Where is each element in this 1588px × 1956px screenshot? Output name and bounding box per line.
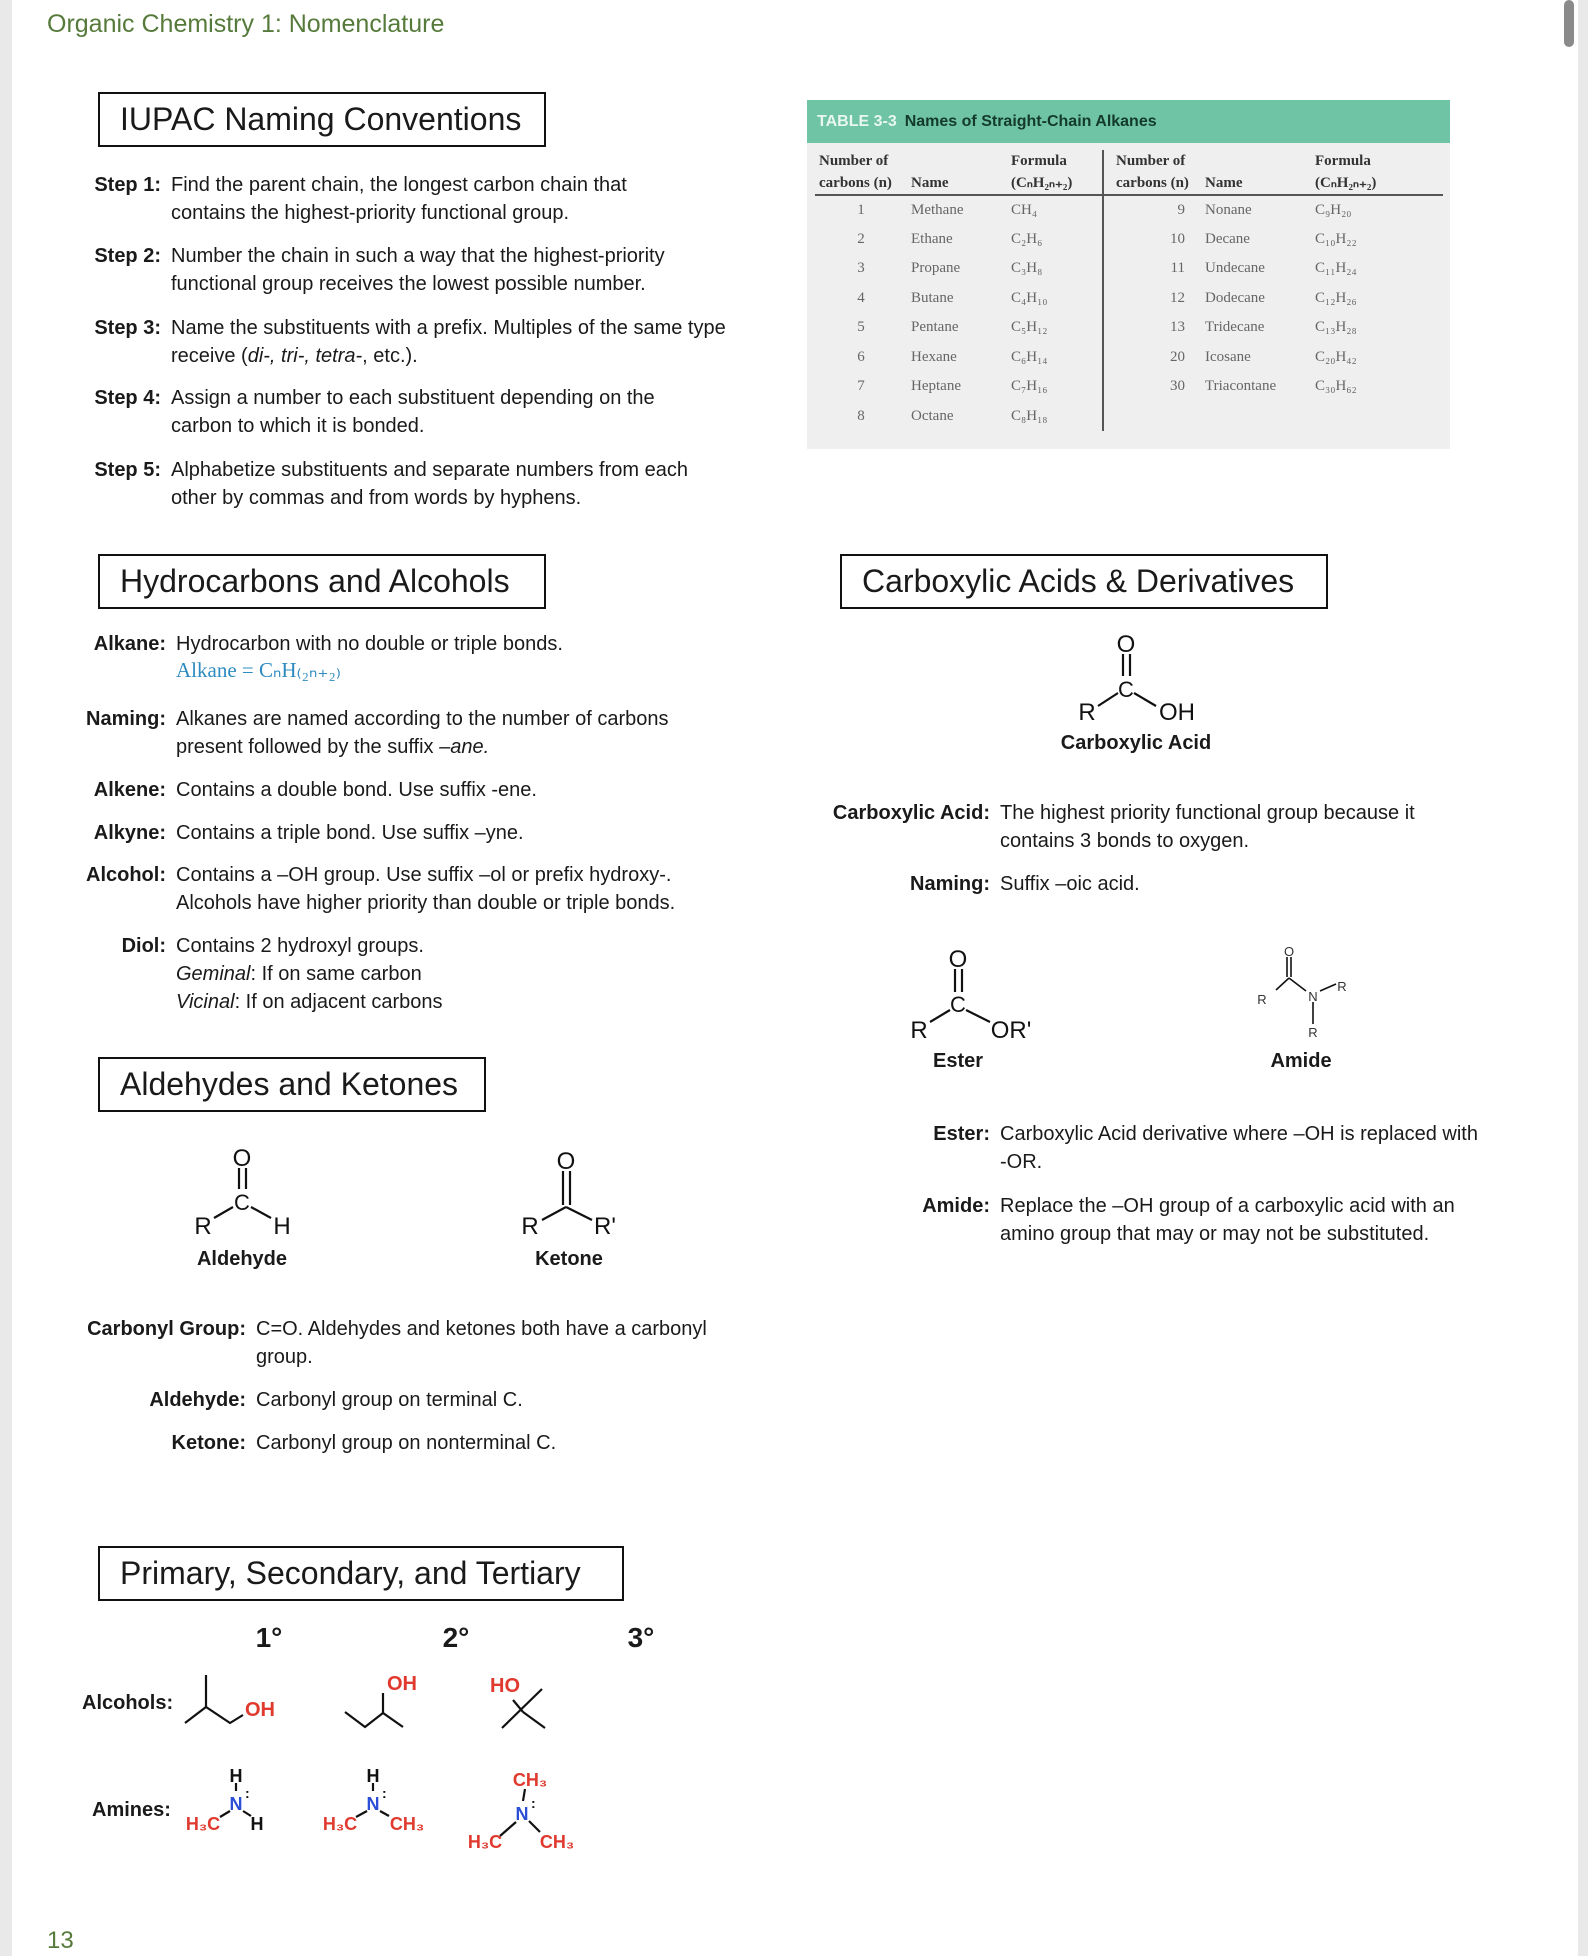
formula-cell: C₃₀H₆₂	[1315, 378, 1357, 395]
secondary-label: 2°	[442, 1622, 470, 1653]
svg-text::: :	[531, 1795, 536, 1811]
alkane-name-cell: Icosane	[1205, 348, 1251, 365]
primary-label: 1°	[255, 1622, 283, 1653]
atom-label: R	[1337, 979, 1347, 994]
term-text: Alkanes are named according to the number of carbons present followed by the suffix	[176, 708, 669, 758]
carbon-count-cell: 20	[1170, 348, 1185, 365]
amines-row-label: Amines:	[92, 1799, 171, 1821]
primary-amine-structure	[186, 1766, 264, 1834]
atom-label: O	[232, 1145, 252, 1172]
atom-label: N	[366, 1794, 380, 1814]
step-text: Number the chain in such a way that the highest-priority functional group receives the lowest possible number.	[171, 245, 665, 295]
carboxylic-acid-caption: Carboxylic Acid	[1060, 732, 1212, 754]
col-header: Name	[907, 150, 1007, 195]
term-text: Hydrocarbon with no double or triple bonds.	[176, 633, 563, 655]
atom-label: R	[521, 1213, 539, 1240]
col-header: carbons (n)	[819, 175, 892, 191]
alkane-formula: Alkane = CₙH₍₂ₙ₊₂₎	[176, 658, 341, 682]
col-header: Number of	[1116, 153, 1186, 169]
carbon-count-cell: 6	[857, 348, 865, 365]
atom-label: H	[250, 1814, 264, 1834]
step-text: Alphabetize substituents and separate numbers from each other by commas and from words by hyphens.	[171, 459, 688, 509]
amide-caption: Amide	[1270, 1050, 1332, 1072]
ketone-caption: Ketone	[535, 1248, 603, 1270]
aldehyde-structure	[194, 1145, 290, 1240]
term-text: Replace the –OH group of a carboxylic acid with an amino group that may or may not be substituted.	[1000, 1195, 1455, 1245]
formula-cell: C₁₂H₂₆	[1315, 289, 1357, 306]
atom-label: H	[229, 1766, 243, 1786]
atom-label: R	[1257, 992, 1267, 1007]
atom-label: CH₃	[389, 1814, 425, 1834]
term-text: The highest priority functional group because it contains 3 bonds to oxygen.	[1000, 802, 1415, 852]
formula-cell: C₅H₁₂	[1007, 313, 1103, 343]
step-text: Find the parent chain, the longest carbon chain that contains the highest-priority functional group.	[171, 174, 627, 224]
atom-label: OR'	[990, 1017, 1032, 1044]
term-label: Naming:	[910, 873, 990, 895]
atom-label: H₃C	[185, 1814, 221, 1834]
carbon-count-cell: 11	[1170, 260, 1185, 277]
secondary-amine-structure	[323, 1766, 424, 1834]
atom-label: HO	[490, 1675, 520, 1697]
atom-label: R'	[594, 1213, 616, 1240]
formula-cell: C₁₀H₂₂	[1315, 230, 1357, 247]
carbon-count-cell: 30	[1170, 378, 1185, 395]
col-header: Formula	[1315, 153, 1371, 169]
step-text-b: , etc.).	[362, 345, 418, 367]
term-label: Diol:	[121, 935, 166, 957]
atom-label: R	[1078, 699, 1096, 726]
carbon-count-cell: 3	[857, 260, 865, 277]
alkane-name-cell: Butane	[911, 289, 954, 306]
atom-label: OH	[1159, 699, 1195, 726]
document-header: Organic Chemistry 1: Nomenclature	[47, 10, 445, 38]
carbon-count-cell: 8	[857, 407, 865, 424]
formula-cell: C₁₁H₂₄	[1315, 260, 1357, 277]
ester-structure	[910, 946, 1031, 1044]
col-header: Formula	[1011, 153, 1067, 169]
formula-cell: C₄H₁₀	[1007, 284, 1103, 314]
atom-label: R	[194, 1213, 212, 1240]
term-label: Ester:	[933, 1123, 990, 1145]
amide-structure	[1257, 944, 1346, 1040]
term-label: Alcohol:	[86, 864, 166, 886]
step-text: Assign a number to each substituent depending on the carbon to which it is bonded.	[171, 387, 655, 437]
alkane-name-cell: Octane	[911, 407, 954, 424]
atom-label: O	[556, 1148, 576, 1175]
atom-label: O	[948, 946, 968, 973]
atom-label: R	[910, 1017, 928, 1044]
atom-label: CH₃	[539, 1832, 575, 1852]
term-label: Naming:	[86, 708, 166, 730]
term-text: Suffix –oic acid.	[1000, 873, 1140, 895]
alkane-name-cell: Propane	[911, 260, 961, 277]
secondary-alcohol-structure	[345, 1673, 417, 1727]
formula-cell: C₉H₂₀	[1315, 201, 1352, 218]
aldehyde-caption: Aldehyde	[196, 1248, 288, 1270]
step-label: Step 1:	[94, 174, 161, 196]
section-title-hydrocarbons: Hydrocarbons and Alcohols	[98, 554, 546, 609]
geminal-label: Geminal	[176, 963, 251, 985]
formula-cell: C₈H₁₈	[1007, 402, 1103, 432]
geminal-text: : If on same carbon	[250, 963, 422, 985]
vicinal-text: : If on adjacent carbons	[234, 991, 443, 1013]
svg-text::: :	[245, 1785, 250, 1801]
carbon-count-cell: 4	[857, 289, 865, 306]
atom-label: C	[234, 1190, 250, 1215]
section-title-degree: Primary, Secondary, and Tertiary	[98, 1546, 624, 1601]
alkane-name-cell: Dodecane	[1205, 289, 1265, 306]
term-label: Carboxylic Acid:	[832, 802, 990, 824]
term-text: Carbonyl group on terminal C.	[256, 1389, 523, 1411]
tertiary-label: 3°	[627, 1622, 655, 1653]
term-text: Contains a –OH group. Use suffix –ol or prefix hydroxy-. Alcohols have higher priority than double or triple bonds.	[176, 864, 676, 914]
atom-label: H	[273, 1213, 291, 1240]
term-label: Alkyne:	[93, 822, 166, 844]
tertiary-amine-structure	[468, 1770, 574, 1852]
term-suffix: –ane.	[439, 736, 490, 758]
term-label: Ketone:	[171, 1432, 246, 1454]
section-title-carboxylic: Carboxylic Acids & Derivatives	[840, 554, 1328, 609]
step-text-a: Name the substituents with a prefix. Multiples of the same type receive (	[171, 317, 726, 367]
carbon-count-cell: 13	[1170, 319, 1185, 336]
col-header: (CₙH₂ₙ₊₂)	[1011, 175, 1073, 191]
alkane-name-cell: Nonane	[1205, 201, 1252, 218]
step-label: Step 3:	[94, 317, 161, 339]
carbon-count-cell: 10	[1170, 230, 1185, 247]
atom-label: N	[515, 1804, 529, 1824]
term-text: Contains a triple bond. Use suffix –yne.	[176, 822, 524, 844]
ester-caption: Ester	[932, 1050, 984, 1072]
term-text: Contains 2 hydroxyl groups.	[176, 935, 424, 957]
alkane-name-cell: Heptane	[911, 378, 961, 395]
term-text: Contains a double bond. Use suffix -ene.	[176, 779, 537, 801]
atom-label: CH₃	[512, 1770, 548, 1790]
col-header: (CₙH₂ₙ₊₂)	[1315, 175, 1377, 191]
atom-label: N	[1308, 989, 1318, 1004]
atom-label: OH	[245, 1699, 275, 1721]
step-text-italic: di-, tri-, tetra-	[247, 345, 363, 367]
term-label: Carbonyl Group:	[87, 1318, 246, 1340]
alkane-name-cell: Methane	[911, 201, 964, 218]
formula-cell: C₂₀H₄₂	[1315, 348, 1357, 365]
section-title-iupac: IUPAC Naming Conventions	[98, 92, 546, 147]
svg-text::: :	[382, 1785, 387, 1801]
tertiary-alcohol-structure	[490, 1675, 545, 1728]
primary-alcohol-structure	[185, 1675, 275, 1723]
atom-label: R	[1308, 1025, 1318, 1040]
formula-cell: C₇H₁₆	[1007, 372, 1103, 402]
term-text: Carboxylic Acid derivative where –OH is replaced with -OR.	[1000, 1123, 1478, 1173]
step-label: Step 2:	[94, 245, 161, 267]
step-label: Step 4:	[94, 387, 161, 409]
carbon-count-cell: 5	[857, 319, 865, 336]
term-label: Aldehyde:	[149, 1389, 246, 1411]
step-label: Step 5:	[94, 459, 161, 481]
section-title-aldehydes: Aldehydes and Ketones	[98, 1057, 486, 1112]
atom-label: H	[366, 1766, 380, 1786]
page-number: 13	[47, 1927, 74, 1954]
alkane-name-cell: Undecane	[1205, 260, 1265, 277]
term-text: Carbonyl group on nonterminal C.	[256, 1432, 557, 1454]
alkane-name-cell: Decane	[1205, 230, 1250, 247]
carbon-count-cell: 9	[1177, 201, 1185, 218]
formula-cell: C₂H₆	[1007, 225, 1103, 255]
term-label: Alkene:	[93, 779, 166, 801]
ketone-structure	[521, 1148, 616, 1240]
term-label: Amide:	[922, 1195, 990, 1217]
formula-cell: C₆H₁₄	[1007, 343, 1103, 373]
term-label: Alkane:	[93, 633, 166, 655]
alkane-name-cell: Tridecane	[1205, 319, 1265, 336]
carbon-count-cell: 7	[857, 378, 865, 395]
atom-label: H₃C	[322, 1814, 358, 1834]
carbon-count-cell: 1	[857, 201, 865, 218]
atom-label: N	[229, 1794, 243, 1814]
col-header: Number of	[819, 153, 889, 169]
alkane-name-cell: Triacontane	[1205, 378, 1277, 395]
term-text: C=O. Aldehydes and ketones both have a carbonyl group.	[256, 1318, 707, 1368]
formula-cell: C₁₃H₂₈	[1315, 319, 1357, 336]
table-title: Names of Straight-Chain Alkanes	[904, 112, 1157, 130]
col-header: Name	[1201, 150, 1311, 195]
alcohols-row-label: Alcohols:	[82, 1692, 174, 1714]
alkane-name-cell: Pentane	[911, 319, 959, 336]
alkane-name-cell: Hexane	[911, 348, 957, 365]
carboxylic-acid-structure	[1078, 631, 1195, 726]
atom-label: H₃C	[467, 1832, 503, 1852]
vicinal-label: Vicinal	[176, 991, 235, 1013]
atom-label: O	[1116, 631, 1136, 658]
formula-cell: CH₄	[1007, 195, 1103, 225]
atom-label: C	[950, 992, 966, 1017]
formula-cell: C₃H₈	[1007, 254, 1103, 284]
atom-label: OH	[387, 1673, 417, 1695]
alkane-name-cell: Ethane	[911, 230, 953, 247]
carbon-count-cell: 12	[1170, 289, 1185, 306]
carbon-count-cell: 2	[857, 230, 865, 247]
col-header: carbons (n)	[1116, 175, 1189, 191]
atom-label: C	[1118, 677, 1134, 702]
atom-label: O	[1283, 944, 1295, 959]
table-tag: TABLE 3-3	[817, 112, 897, 130]
